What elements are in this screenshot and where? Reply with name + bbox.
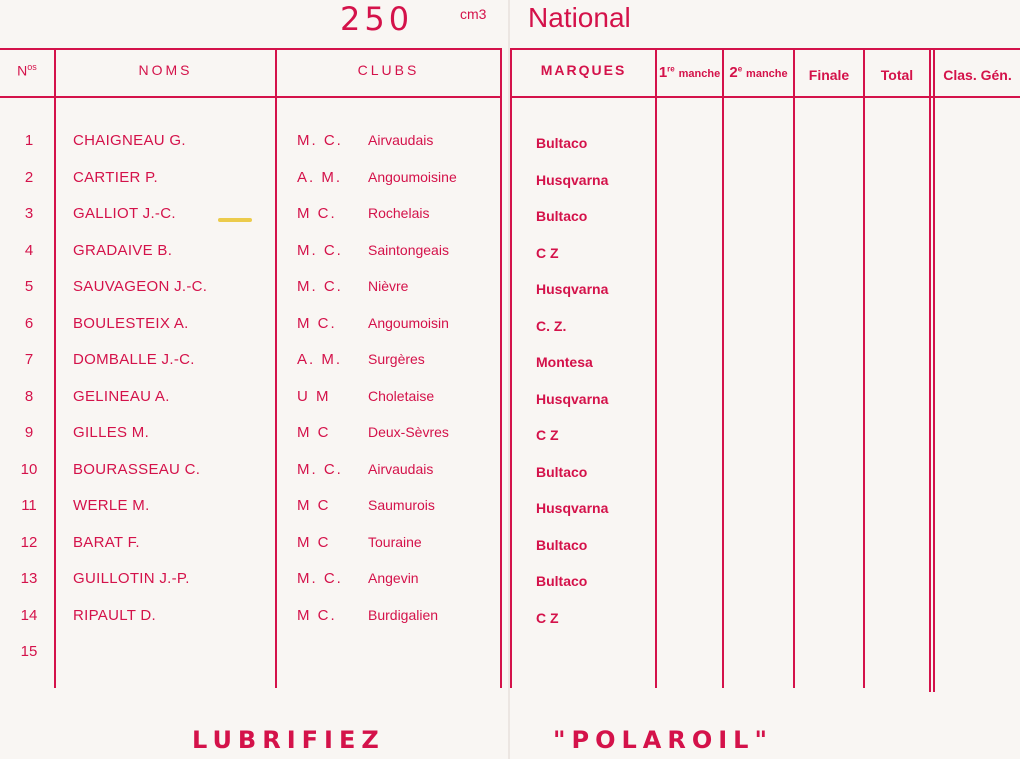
row-number: 11: [21, 497, 37, 514]
bike-brand: Husqvarna: [536, 500, 609, 516]
club-name: Angevin: [368, 570, 419, 586]
rider-name: GELINEAU A.: [73, 388, 170, 405]
club-type: U M: [297, 388, 331, 405]
club-name: Nièvre: [368, 278, 409, 294]
col-rule-marques: [655, 48, 657, 688]
rider-name: GRADAIVE B.: [73, 242, 173, 259]
row-number: 5: [24, 278, 34, 295]
row-number: 8: [24, 388, 34, 405]
club-name: Angoumoisin: [368, 315, 449, 331]
club-type: M. C.: [297, 278, 343, 295]
row-number: 4: [24, 242, 34, 259]
header-finale: Finale: [808, 67, 850, 83]
bike-brand: C Z: [536, 610, 559, 626]
col-rule-names: [275, 48, 277, 688]
col-rule-total-double: [933, 48, 935, 692]
header-bottom-rule: [0, 96, 502, 98]
rider-name: BOURASSEAU C.: [73, 461, 201, 478]
club-type: M C: [297, 497, 331, 514]
club-type: M. C.: [297, 132, 343, 149]
club-type: M. C.: [297, 461, 343, 478]
rider-name: GILLES M.: [73, 424, 150, 441]
club-type: M. C.: [297, 570, 343, 587]
header-manche1: 1re manche: [658, 64, 721, 81]
ink-smudge: [218, 218, 252, 222]
row-number: 7: [24, 351, 34, 368]
club-type: A. M.: [297, 169, 343, 186]
club-type: M C: [297, 534, 331, 551]
rider-name: RIPAULT D.: [73, 607, 157, 624]
bike-brand: C Z: [536, 245, 559, 261]
bike-brand: Husqvarna: [536, 172, 609, 188]
row-number: 12: [20, 534, 38, 551]
club-type: M C.: [297, 607, 337, 624]
col-rule-marques-left: [510, 48, 512, 688]
bike-brand: C. Z.: [536, 318, 567, 334]
club-name: Choletaise: [368, 388, 435, 404]
club-type: M C.: [297, 205, 337, 222]
header-marques: MARQUES: [540, 62, 627, 78]
col-rule-finale: [863, 48, 865, 688]
header-clas-gen: Clas. Gén.: [943, 67, 1012, 83]
table-top-rule: [0, 48, 502, 50]
rider-name: GALLIOT J.-C.: [73, 205, 176, 222]
rider-name: BOULESTEIX A.: [73, 315, 189, 332]
bike-brand: Bultaco: [536, 208, 588, 224]
row-number: 15: [20, 643, 38, 660]
bike-brand: Bultaco: [536, 573, 588, 589]
club-name: Saumurois: [368, 497, 435, 513]
row-number: 2: [24, 169, 34, 186]
row-number: 3: [24, 205, 34, 222]
header-names: NOMS: [138, 62, 193, 78]
row-number: 10: [20, 461, 38, 478]
club-name: Angoumoisine: [368, 169, 457, 185]
bike-brand: Bultaco: [536, 464, 588, 480]
row-number: 1: [24, 132, 34, 149]
row-number: 9: [24, 424, 34, 441]
club-name: Saintongeais: [368, 242, 449, 258]
row-number: 14: [20, 607, 38, 624]
club-type: M. C.: [297, 242, 343, 259]
footer-lubrifiez: LUBRIFIEZ: [192, 726, 385, 754]
club-type: A. M.: [297, 351, 343, 368]
bike-brand: Husqvarna: [536, 391, 609, 407]
club-name: Touraine: [368, 534, 422, 550]
row-number: 13: [20, 570, 38, 587]
category-title: National: [528, 2, 631, 33]
club-name: Airvaudais: [368, 132, 434, 148]
club-name: Airvaudais: [368, 461, 434, 477]
rider-name: CHAIGNEAU G.: [73, 132, 186, 149]
bike-brand: Montesa: [536, 354, 593, 370]
bike-brand: Bultaco: [536, 135, 588, 151]
header-no: $N^{os}$: [17, 62, 37, 79]
header-bottom-rule-right: [510, 96, 1020, 98]
bike-brand: Bultaco: [536, 537, 588, 553]
club-name: Burdigalien: [368, 607, 439, 623]
col-rule-manche1: [722, 48, 724, 688]
club-type: M C: [297, 424, 331, 441]
footer-polaroil: "POLAROIL": [553, 726, 773, 754]
col-rule-manche2: [793, 48, 795, 688]
club-name: Deux-Sèvres: [368, 424, 449, 440]
bike-brand: C Z: [536, 427, 559, 443]
rider-name: DOMBALLE J.-C.: [73, 351, 195, 368]
col-rule-clubs: [500, 48, 502, 688]
header-manche2: 2e manche: [729, 64, 788, 81]
bike-brand: Husqvarna: [536, 281, 609, 297]
rider-name: GUILLOTIN J.-P.: [73, 570, 190, 587]
rider-name: CARTIER P.: [73, 169, 158, 186]
header-clubs: CLUBS: [357, 62, 420, 78]
rider-name: SAUVAGEON J.-C.: [73, 278, 208, 295]
header-total: Total: [880, 67, 914, 83]
club-type: M C.: [297, 315, 337, 332]
club-name: Surgères: [368, 351, 425, 367]
club-name: Rochelais: [368, 205, 430, 221]
class-title: 250: [340, 0, 414, 38]
class-unit: cm3: [460, 6, 487, 22]
row-number: 6: [24, 315, 34, 332]
col-rule-total: [929, 48, 931, 692]
table-top-rule-right: [510, 48, 1020, 50]
rider-name: BARAT F.: [73, 534, 140, 551]
rider-name: WERLE M.: [73, 497, 150, 514]
